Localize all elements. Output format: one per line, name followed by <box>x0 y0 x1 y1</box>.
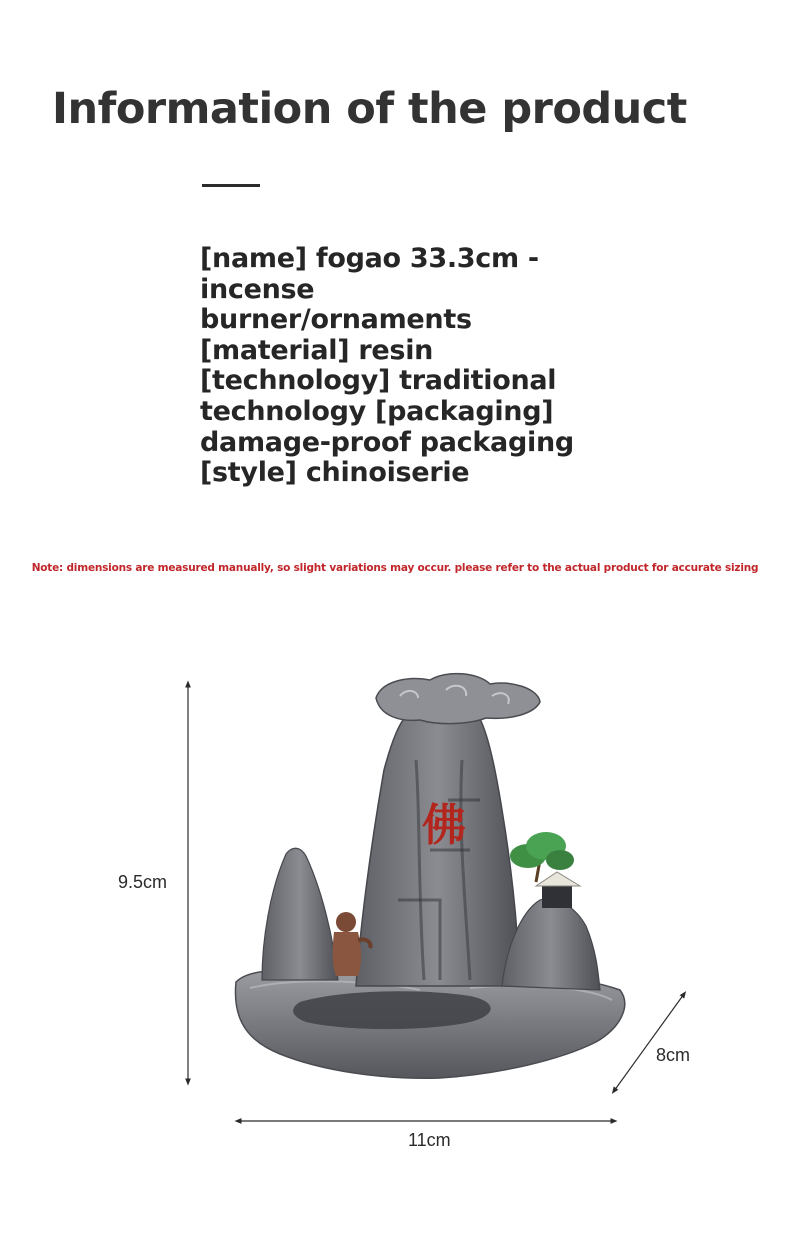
sizing-note: Note: dimensions are measured manually, so slight variations may occur. please refer to the actual product for accurate sizing <box>31 562 759 574</box>
spec-line: technology [packaging] <box>200 395 554 427</box>
width-label: 11cm <box>408 1130 451 1150</box>
product-figure <box>0 650 790 1170</box>
title-divider <box>202 184 260 187</box>
bonsai-tree <box>510 832 574 882</box>
product-specs <box>200 244 620 489</box>
left-rock-peak <box>262 848 338 980</box>
spec-line: [name] fogao 33.3cm - <box>200 243 539 274</box>
spec-line: incense <box>200 273 315 305</box>
page-title: Information of the product <box>52 84 687 134</box>
spec-line: [technology] traditional <box>200 365 557 397</box>
spec-line: [material] resin <box>200 334 434 366</box>
depth-label: 8cm <box>656 1045 691 1065</box>
engraved-character: 佛 <box>422 800 466 851</box>
height-label: 9.5cm <box>118 872 168 892</box>
right-rock-cluster <box>502 899 600 990</box>
miniature-pavilion <box>536 872 580 908</box>
cloud-cap <box>376 674 540 724</box>
spec-line: burner/ornaments <box>200 304 472 336</box>
spec-line: damage-proof packaging <box>200 426 574 458</box>
base-pool <box>293 991 491 1029</box>
spec-line: [style] chinoiserie <box>200 457 470 489</box>
product-illustration <box>0 650 790 1170</box>
